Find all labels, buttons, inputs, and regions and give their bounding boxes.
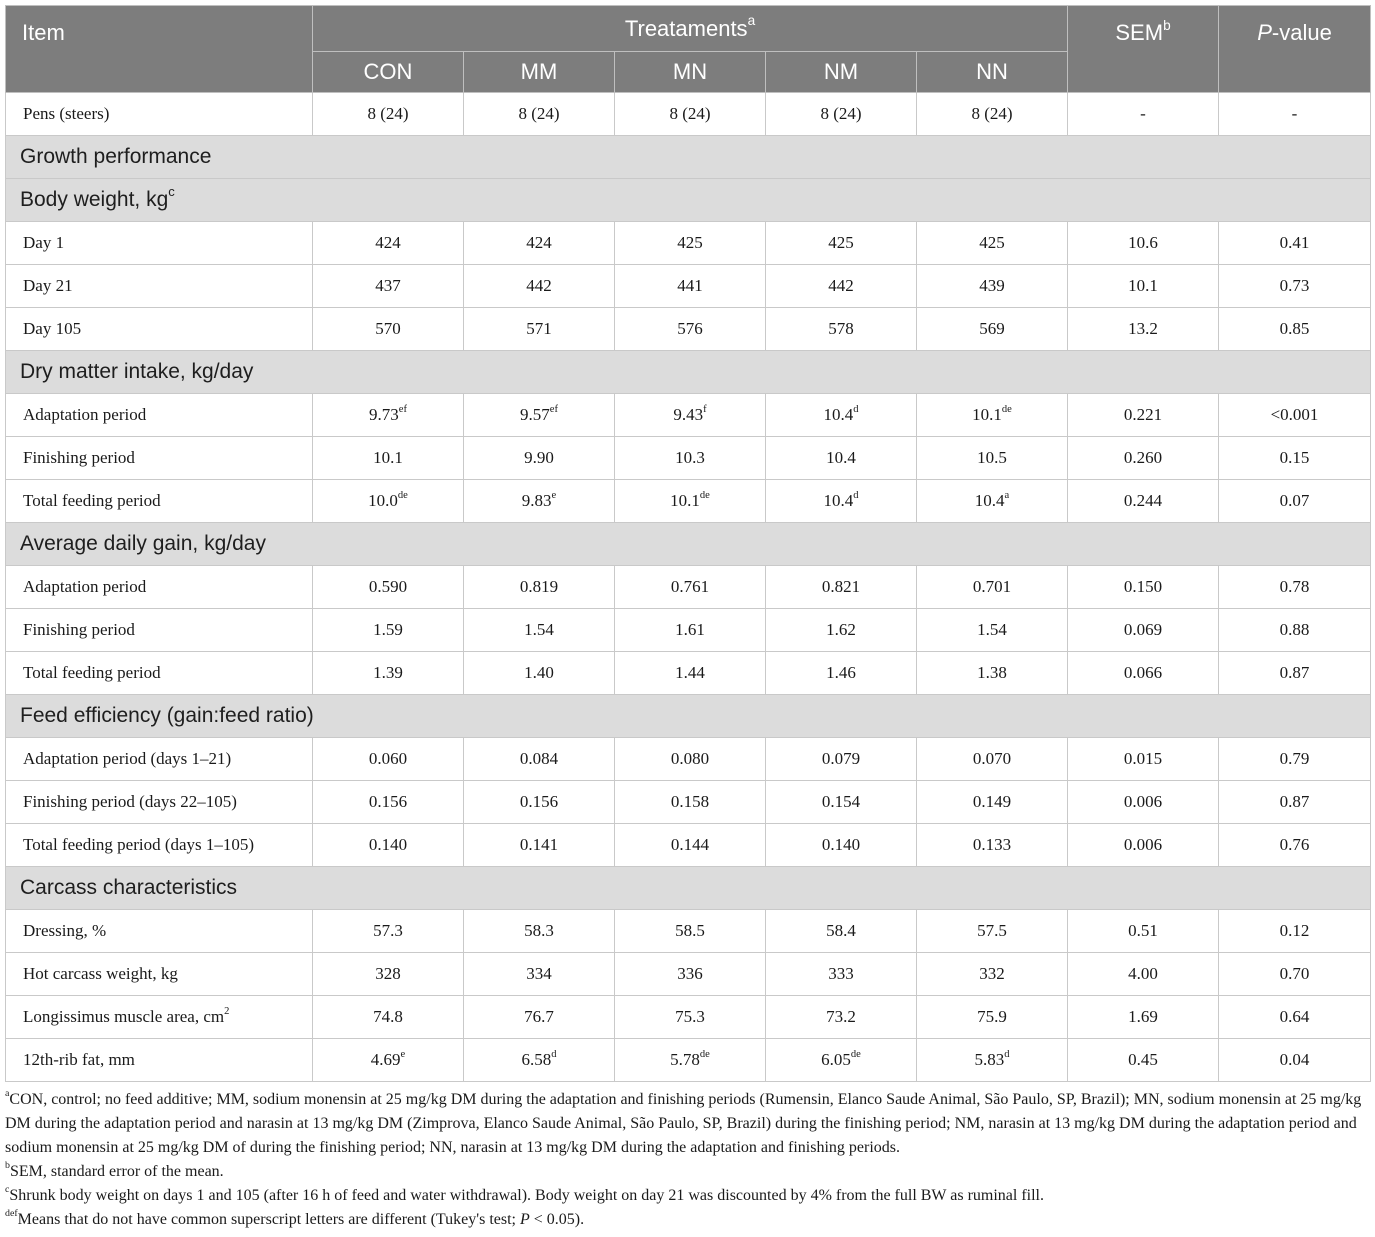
section-title: Carcass characteristics xyxy=(6,867,1371,910)
row-label: Hot carcass weight, kg xyxy=(6,953,313,996)
cell-value: 0.701 xyxy=(917,566,1068,609)
header-row-1 xyxy=(6,6,1371,52)
cell-sem: 0.069 xyxy=(1068,609,1219,652)
group-header-mm: MM xyxy=(464,52,615,93)
cell-value: 442 xyxy=(464,265,615,308)
cell-value: 57.5 xyxy=(917,910,1068,953)
cell-value: 578 xyxy=(766,308,917,351)
table-row xyxy=(6,781,1371,824)
cell-sem: 0.006 xyxy=(1068,824,1219,867)
cell-p-value: <0.001 xyxy=(1219,394,1371,437)
row-label: Day 21 xyxy=(6,265,313,308)
cell-sem: 0.51 xyxy=(1068,910,1219,953)
cell-value: 441 xyxy=(615,265,766,308)
footnote-a: $^a$CON, control; no feed additive; MM, sodium monensin at 25 mg/kg DM during the adaptation and finishing periods (Rumensin, Elanco Saude Animal, São Paulo, SP, Brazil); MN, sodium monensin at 25 mg/kg DM during the adaptation period and narasin at 13 mg/kg DM (Zimprova, Elanco Saude Animal, São Paulo, SP, Brazil) during the finishing period; NM, narasin at 13 mg/kg DM during the adaptation period and sodium monensin at 25 mg/kg DM of during the finishing period; NN, narasin at 13 mg/kg DM during the adaptation and finishing periods. xyxy=(5,1088,1362,1156)
cell-value: 8 (24) xyxy=(615,93,766,136)
cell-value: 0.079 xyxy=(766,738,917,781)
row-label: Finishing period (days 22–105) xyxy=(6,781,313,824)
sem-header: SEM$^b$ xyxy=(1068,6,1219,93)
cell-p-value: 0.15 xyxy=(1219,437,1371,480)
cell-value: 1.54 xyxy=(464,609,615,652)
cell-value: 74.8 xyxy=(313,996,464,1039)
cell-value: 10.0de xyxy=(313,480,464,523)
cell-value: 75.9 xyxy=(917,996,1068,1039)
results-table xyxy=(5,5,1371,1082)
row-label: Dressing, % xyxy=(6,910,313,953)
cell-value: 0.819 xyxy=(464,566,615,609)
cell-value: 58.4 xyxy=(766,910,917,953)
cell-p-value: 0.41 xyxy=(1219,222,1371,265)
cell-value: 0.080 xyxy=(615,738,766,781)
cell-value: 425 xyxy=(766,222,917,265)
row-label: Day 1 xyxy=(6,222,313,265)
cell-p-value: 0.70 xyxy=(1219,953,1371,996)
cell-p-value: 0.79 xyxy=(1219,738,1371,781)
cell-value: 0.060 xyxy=(313,738,464,781)
cell-value: 8 (24) xyxy=(313,93,464,136)
cell-value: 442 xyxy=(766,265,917,308)
table-row xyxy=(6,910,1371,953)
cell-value: 75.3 xyxy=(615,996,766,1039)
cell-sem: 0.150 xyxy=(1068,566,1219,609)
section-row xyxy=(6,136,1371,179)
cell-value: 1.44 xyxy=(615,652,766,695)
cell-p-value: - xyxy=(1219,93,1371,136)
section-title: Dry matter intake, kg/day xyxy=(6,351,1371,394)
cell-value: 10.1de xyxy=(615,480,766,523)
row-label: Day 105 xyxy=(6,308,313,351)
cell-value: 336 xyxy=(615,953,766,996)
table-row xyxy=(6,480,1371,523)
cell-p-value: 0.87 xyxy=(1219,781,1371,824)
table-row xyxy=(6,652,1371,695)
row-label: Finishing period xyxy=(6,437,313,480)
cell-value: 1.39 xyxy=(313,652,464,695)
cell-value: 10.4 xyxy=(766,437,917,480)
cell-value: 1.62 xyxy=(766,609,917,652)
cell-value: 424 xyxy=(313,222,464,265)
cell-p-value: 0.12 xyxy=(1219,910,1371,953)
cell-value: 76.7 xyxy=(464,996,615,1039)
cell-value: 0.156 xyxy=(313,781,464,824)
cell-p-value: 0.73 xyxy=(1219,265,1371,308)
cell-sem: 0.015 xyxy=(1068,738,1219,781)
cell-value: 8 (24) xyxy=(766,93,917,136)
cell-p-value: 0.88 xyxy=(1219,609,1371,652)
cell-value: 0.141 xyxy=(464,824,615,867)
cell-sem: 0.006 xyxy=(1068,781,1219,824)
cell-value: 10.1 xyxy=(313,437,464,480)
cell-value: 0.590 xyxy=(313,566,464,609)
table-row xyxy=(6,437,1371,480)
cell-value: 0.761 xyxy=(615,566,766,609)
cell-value: 9.83e xyxy=(464,480,615,523)
cell-sem: 0.244 xyxy=(1068,480,1219,523)
section-title: Feed efficiency (gain:feed ratio) xyxy=(6,695,1371,738)
table-row xyxy=(6,265,1371,308)
table-row xyxy=(6,996,1371,1039)
cell-value: 73.2 xyxy=(766,996,917,1039)
cell-value: 0.154 xyxy=(766,781,917,824)
treatments-header: Treataments$^a$ xyxy=(313,6,1068,52)
cell-value: 569 xyxy=(917,308,1068,351)
cell-value: 58.5 xyxy=(615,910,766,953)
cell-value: 0.156 xyxy=(464,781,615,824)
cell-sem: 13.2 xyxy=(1068,308,1219,351)
cell-value: 10.1de xyxy=(917,394,1068,437)
cell-value: 570 xyxy=(313,308,464,351)
row-label: Total feeding period (days 1–105) xyxy=(6,824,313,867)
row-label: Total feeding period xyxy=(6,480,313,523)
cell-value: 8 (24) xyxy=(464,93,615,136)
cell-value: 333 xyxy=(766,953,917,996)
cell-value: 1.61 xyxy=(615,609,766,652)
cell-value: 10.4$^d$ xyxy=(766,394,917,437)
cell-value: 9.73$^{ef}$ xyxy=(313,394,464,437)
cell-value: 10.4$^d$ xyxy=(766,480,917,523)
pens-row xyxy=(6,93,1371,136)
cell-p-value: 0.76 xyxy=(1219,824,1371,867)
cell-value: 58.3 xyxy=(464,910,615,953)
cell-p-value: 0.87 xyxy=(1219,652,1371,695)
cell-value: 0.149 xyxy=(917,781,1068,824)
cell-value: 424 xyxy=(464,222,615,265)
cell-sem: 0.45 xyxy=(1068,1039,1219,1082)
cell-sem: - xyxy=(1068,93,1219,136)
table-row xyxy=(6,566,1371,609)
cell-value: 6.58$^d$ xyxy=(464,1039,615,1082)
cell-value: 576 xyxy=(615,308,766,351)
cell-sem: 4.00 xyxy=(1068,953,1219,996)
section-growth-performance: Growth performance xyxy=(6,136,1371,179)
cell-p-value: 0.07 xyxy=(1219,480,1371,523)
section-title: Body weight, $kg^c$ xyxy=(6,179,1371,222)
table-body xyxy=(6,93,1371,1082)
cell-value: 439 xyxy=(917,265,1068,308)
row-label: Adaptation period xyxy=(6,394,313,437)
cell-sem: 0.221 xyxy=(1068,394,1219,437)
section-row xyxy=(6,867,1371,910)
table-row xyxy=(6,738,1371,781)
section-row xyxy=(6,179,1371,222)
footnote-b: $^b$SEM, standard error of the mean. xyxy=(5,1160,224,1180)
cell-value: 6.05de xyxy=(766,1039,917,1082)
section-row xyxy=(6,695,1371,738)
cell-p-value: 0.78 xyxy=(1219,566,1371,609)
cell-value: 1.54 xyxy=(917,609,1068,652)
cell-value: 5.83$^d$ xyxy=(917,1039,1068,1082)
row-label: Finishing period xyxy=(6,609,313,652)
footnote-def: $^{def}$Means that do not have common superscript letters are different (Tukey's test; P < 0.05). xyxy=(5,1208,585,1228)
cell-sem: 1.69 xyxy=(1068,996,1219,1039)
p-value-header: P-value xyxy=(1219,6,1371,93)
cell-value: 1.38 xyxy=(917,652,1068,695)
cell-value: 328 xyxy=(313,953,464,996)
cell-value: 5.78de xyxy=(615,1039,766,1082)
cell-value: 571 xyxy=(464,308,615,351)
row-label: Total feeding period xyxy=(6,652,313,695)
cell-value: 425 xyxy=(615,222,766,265)
cell-value: 0.144 xyxy=(615,824,766,867)
cell-sem: 0.260 xyxy=(1068,437,1219,480)
cell-value: 1.59 xyxy=(313,609,464,652)
cell-value: 0.070 xyxy=(917,738,1068,781)
cell-sem: 10.6 xyxy=(1068,222,1219,265)
row-label: Adaptation period xyxy=(6,566,313,609)
cell-value: 437 xyxy=(313,265,464,308)
row-label: Adaptation period (days 1–21) xyxy=(6,738,313,781)
cell-value: 10.4$^a$ xyxy=(917,480,1068,523)
cell-value: 9.57$^{ef}$ xyxy=(464,394,615,437)
cell-p-value: 0.85 xyxy=(1219,308,1371,351)
group-header-con: CON xyxy=(313,52,464,93)
cell-value: 8 (24) xyxy=(917,93,1068,136)
footnotes xyxy=(5,1088,1370,1232)
table-row xyxy=(6,308,1371,351)
cell-value: 9.90 xyxy=(464,437,615,480)
cell-value: 1.46 xyxy=(766,652,917,695)
cell-value: 332 xyxy=(917,953,1068,996)
row-label: 12th-rib fat, mm xyxy=(6,1039,313,1082)
section-row xyxy=(6,523,1371,566)
cell-value: 0.140 xyxy=(313,824,464,867)
cell-value: 57.3 xyxy=(313,910,464,953)
cell-sem: 0.066 xyxy=(1068,652,1219,695)
group-header-nm: NM xyxy=(766,52,917,93)
cell-p-value: 0.04 xyxy=(1219,1039,1371,1082)
group-header-nn: NN xyxy=(917,52,1068,93)
cell-value: 0.821 xyxy=(766,566,917,609)
cell-value: 0.133 xyxy=(917,824,1068,867)
item-header: Item xyxy=(6,6,313,93)
table-row xyxy=(6,394,1371,437)
table-row xyxy=(6,222,1371,265)
cell-value: 10.5 xyxy=(917,437,1068,480)
cell-value: 425 xyxy=(917,222,1068,265)
cell-value: 9.43$^f$ xyxy=(615,394,766,437)
cell-p-value: 0.64 xyxy=(1219,996,1371,1039)
cell-value: 334 xyxy=(464,953,615,996)
table-row xyxy=(6,609,1371,652)
section-row xyxy=(6,351,1371,394)
cell-sem: 10.1 xyxy=(1068,265,1219,308)
table-row xyxy=(6,1039,1371,1082)
cell-value: 10.3 xyxy=(615,437,766,480)
cell-value: 4.69e xyxy=(313,1039,464,1082)
footnote-c: $^c$Shrunk body weight on days 1 and 105 (after 16 h of feed and water withdrawal). Body weight on day 21 was discounted by 4% from the full BW as ruminal fill. xyxy=(5,1184,1044,1204)
group-header-mn: MN xyxy=(615,52,766,93)
row-label: Pens (steers) xyxy=(6,93,313,136)
table-row xyxy=(6,824,1371,867)
cell-value: 1.40 xyxy=(464,652,615,695)
cell-value: 0.084 xyxy=(464,738,615,781)
cell-value: 0.158 xyxy=(615,781,766,824)
row-label: Longissimus muscle area, $cm^2$ xyxy=(6,996,313,1039)
cell-value: 0.140 xyxy=(766,824,917,867)
section-title: Average daily gain, kg/day xyxy=(6,523,1371,566)
table-row xyxy=(6,953,1371,996)
